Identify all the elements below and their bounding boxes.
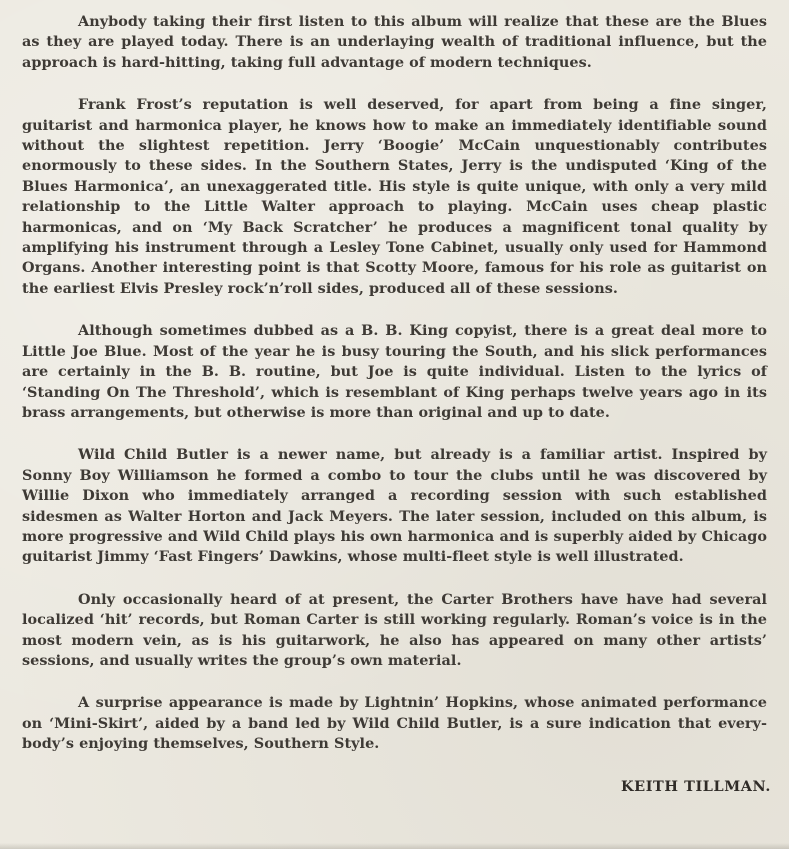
author-signature: KEITH TILLMAN.: [621, 778, 771, 795]
page-bottom-edge: [0, 843, 789, 849]
paragraph-frank-frost: Frank Frost’s reputation is well deserved, for apart from being a fine singer, guitarist and harmonica player, he knows how to make an immediately identifiable sound without the slightest repetition. Jerry ‘Boogie’ McCain unquestionably contributes enormously to these sides. In the Southern States, Jerry is the undisputed ‘King of the Blues Harmonica’, an unexaggerated title. His style is quite unique, with only a very mild relationship to the Little Walter approach to playing. McCain uses cheap plastic harmonicas, and on ‘My Back Scratcher’ he produces a magnificent tonal quality by amplifying his instrument through a Lesley Tone Cabinet, usually only used for Hammond Organs. Another interesting point is that Scotty Moore, famous for his role as guitarist on the earliest Elvis Presley rock’n’roll sides, produced all of these sessions.: [22, 96, 767, 297]
paragraph-carter-brothers: Only occasionally heard of at present, the Carter Brothers have have had several localized ‘hit’ records, but Roman Carter is still working regularly. Roman’s voice is in the most modern vein, as is his guitarwork, he also has appeared on many other artists’ sessions, and usually writes the group’s own material.: [22, 590, 767, 669]
paragraph-little-joe-blue: Although sometimes dubbed as a B. B. King copyist, there is a great deal more to Little Joe Blue. Most of the year he is busy touring the South, and his slick performances are certainly in the B. B. routine, but Joe is quite individual. Listen to the lyrics of ‘Standing On The Threshold’, which is resemblant of King perhaps twelve years ago in its brass arrangements, but otherwise is more than original and up to date.: [22, 322, 767, 421]
paragraph-intro: Anybody taking their first listen to this album will realize that these are the Blues as they are played today. There is an underlaying wealth of traditional influence, but the approach is hard-hitting, taking full advantage of modern techniques.: [22, 13, 767, 71]
paragraph-lightnin-hopkins: A surprise appearance is made by Lightnin’ Hopkins, whose animated performance on ‘Mini-Skirt’, aided by a band led by Wild Child Butler, is a sure indication that every-body’s enjoying themselves, Southern Style.: [22, 694, 767, 753]
paragraph-wild-child-butler: Wild Child Butler is a newer name, but already is a familiar artist. Inspired by Sonny Boy Williamson he formed a combo to tour the clubs until he was discovered by Willie Dixon who immediately arranged a recording session with such established sidesmen as Walter Horton and Jack Meyers. The later session, included on this album, is more progressive and Wild Child plays his own harmonica and is superbly aided by Chicago guitarist Jimmy ‘Fast Fingers’ Dawkins, whose multi-fleet style is well illustrated.: [22, 446, 767, 566]
